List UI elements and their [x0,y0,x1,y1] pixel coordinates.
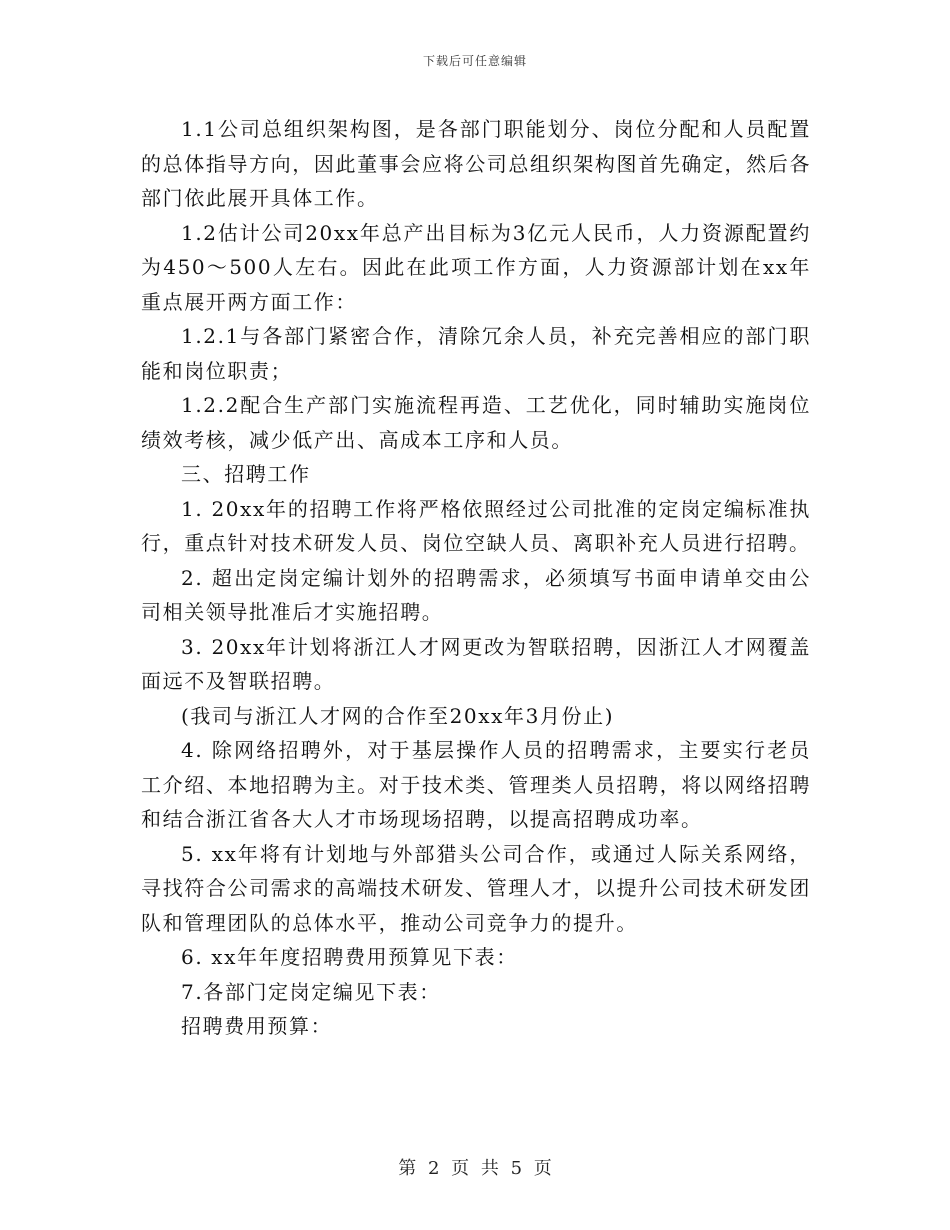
recruitment-item-2: 2. 超出定岗定编计划外的招聘需求，必须填写书面申请单交由公司相关领导批准后才实施招聘。 [141,565,811,624]
recruitment-item-3-note: (我司与浙江人才网的合作至20xx年3月份止) [181,703,615,728]
recruitment-item-1: 1. 20xx年的招聘工作将严格依照经过公司批准的定岗定编标准执行，重点针对技术研发人员、岗位空缺人员、离职补充人员进行招聘。 [141,496,811,555]
page-footer: 第 2 页 共 5 页 [398,1158,552,1179]
recruitment-item-7: 7.各部门定岗定编见下表： [181,979,441,1004]
recruitment-budget-label: 招聘费用预算： [181,1014,333,1038]
paragraph-1-2: 1.2估计公司20xx年总产出目标为3亿元人民币，人力资源配置约为450～500人左右。因此在此项工作方面，人力资源部计划在xx年重点展开两方面工作： [141,220,811,314]
section-heading-recruitment: 三、招聘工作 [181,462,311,486]
page-header: 下载后可任意编辑 [422,54,527,68]
paragraph-1-2-1: 1.2.1与各部门紧密合作，清除冗余人员，补充完善相应的部门职能和岗位职责； [141,324,811,383]
recruitment-item-6: 6. xx年年度招聘费用预算见下表： [181,945,518,969]
recruitment-item-5: 5. xx年将有计划地与外部猎头公司合作，或通过人际关系网络，寻找符合公司需求的高端技术研发、管理人才，以提升公司技术研发团队和管理团队的总体水平，推动公司竞争力的提升。 [141,841,811,935]
recruitment-item-4: 4. 除网络招聘外，对于基层操作人员的招聘需求，主要实行老员工介绍、本地招聘为主。对于技术类、管理类人员招聘，将以网络招聘和结合浙江省各大人才市场现场招聘，以提高招聘成功率。 [141,738,811,831]
document-body [141,112,811,1044]
paragraph-1-1: 1.1公司总组织架构图，是各部门职能划分、岗位分配和人员配置的总体指导方向，因此董事会应将公司总组织架构图首先确定，然后各部门依此展开具体工作。 [141,117,811,210]
recruitment-item-3: 3. 20xx年计划将浙江人才网更改为智联招聘，因浙江人才网覆盖面远不及智联招聘。 [141,634,811,693]
paragraph-1-2-2: 1.2.2配合生产部门实施流程再造、工艺优化，同时辅助实施岗位绩效考核，减少低产出、高成本工序和人员。 [141,393,811,452]
